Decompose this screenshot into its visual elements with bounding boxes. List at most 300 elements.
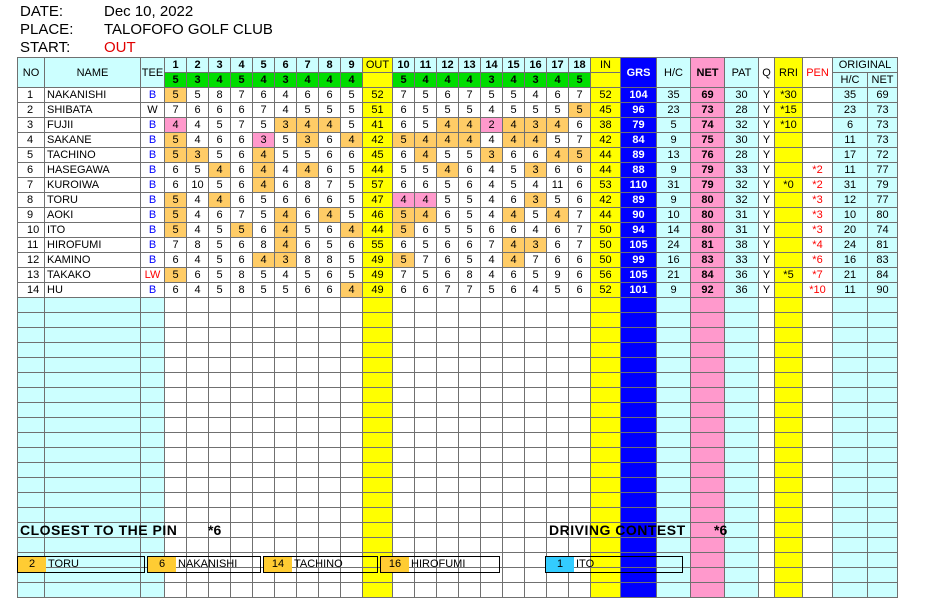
empty-cell <box>275 478 297 493</box>
hole-score: 4 <box>437 118 459 133</box>
hole-score: 5 <box>459 208 481 223</box>
empty-cell <box>459 373 481 388</box>
original-net: 74 <box>868 223 898 238</box>
empty-cell <box>569 418 591 433</box>
empty-cell <box>275 403 297 418</box>
col-header-pat: PAT <box>725 58 759 88</box>
original-hc: 21 <box>833 268 868 283</box>
hole-score: 4 <box>253 148 275 163</box>
closest-award <box>17 556 145 573</box>
penalty: *6 <box>803 253 833 268</box>
empty-cell <box>833 433 868 448</box>
empty-cell <box>503 298 525 313</box>
gross-score: 79 <box>621 118 657 133</box>
empty-cell <box>275 523 297 538</box>
empty-cell <box>187 448 209 463</box>
player-row <box>18 88 898 103</box>
gross-score: 89 <box>621 148 657 163</box>
col-header-hole-18: 18 <box>569 58 591 73</box>
empty-cell <box>209 508 231 523</box>
hole-score: 5 <box>253 208 275 223</box>
net-score: 74 <box>691 118 725 133</box>
empty-cell <box>319 373 341 388</box>
empty-cell <box>868 373 898 388</box>
hole-score: 7 <box>393 88 415 103</box>
empty-cell <box>415 358 437 373</box>
rri-value <box>775 238 803 253</box>
empty-cell <box>437 433 459 448</box>
empty-cell <box>253 373 275 388</box>
empty-cell <box>141 433 165 448</box>
place-value: TALOFOFO GOLF CLUB <box>104 21 273 38</box>
hole-score: 4 <box>481 178 503 193</box>
hole-score: 5 <box>415 118 437 133</box>
hole-score: 8 <box>187 238 209 253</box>
empty-cell <box>363 478 393 493</box>
empty-cell <box>547 373 569 388</box>
qualified: Y <box>759 223 775 238</box>
empty-cell <box>18 343 45 358</box>
empty-cell <box>393 523 415 538</box>
empty-cell <box>775 418 803 433</box>
empty-cell <box>231 463 253 478</box>
empty-cell <box>319 523 341 538</box>
empty-cell <box>803 373 833 388</box>
empty-cell <box>393 373 415 388</box>
par-cell: 3 <box>187 73 209 88</box>
hole-score: 7 <box>415 253 437 268</box>
rri-value: *30 <box>775 88 803 103</box>
in-total: 50 <box>591 223 621 238</box>
net-score: 69 <box>691 88 725 103</box>
hole-score: 6 <box>275 193 297 208</box>
col-header-orig-hc: H/C <box>833 73 868 88</box>
gross-score: 104 <box>621 88 657 103</box>
empty-cell <box>481 418 503 433</box>
hole-score: 7 <box>569 208 591 223</box>
hole-score: 6 <box>393 103 415 118</box>
empty-cell <box>547 298 569 313</box>
hole-score: 6 <box>319 88 341 103</box>
penalty <box>803 118 833 133</box>
hole-score: 4 <box>275 208 297 223</box>
empty-cell <box>165 298 187 313</box>
handicap: 9 <box>657 283 691 298</box>
empty-cell <box>341 433 363 448</box>
out-total: 47 <box>363 193 393 208</box>
empty-cell <box>481 493 503 508</box>
empty-cell <box>319 403 341 418</box>
empty-cell <box>691 388 725 403</box>
putts: 33 <box>725 163 759 178</box>
empty-cell <box>231 448 253 463</box>
hole-score: 6 <box>393 283 415 298</box>
player-row <box>18 118 898 133</box>
net-score: 76 <box>691 148 725 163</box>
empty-cell <box>621 448 657 463</box>
empty-cell <box>691 418 725 433</box>
empty-cell <box>363 358 393 373</box>
hole-score: 5 <box>481 88 503 103</box>
empty-cell <box>415 343 437 358</box>
empty-cell <box>363 388 393 403</box>
player-tee: B <box>141 148 165 163</box>
hole-score: 5 <box>341 193 363 208</box>
hole-score: 4 <box>187 253 209 268</box>
empty-cell <box>525 373 547 388</box>
empty-cell <box>297 583 319 598</box>
hole-score: 6 <box>319 223 341 238</box>
putts: 38 <box>725 238 759 253</box>
empty-cell <box>253 508 275 523</box>
col-header-hole-12: 12 <box>437 58 459 73</box>
hole-score: 5 <box>209 223 231 238</box>
award-hole: 16 <box>381 557 409 572</box>
empty-cell <box>691 313 725 328</box>
hole-score: 8 <box>297 253 319 268</box>
empty-cell <box>569 583 591 598</box>
hole-score: 5 <box>297 148 319 163</box>
hole-score: 3 <box>525 193 547 208</box>
empty-cell <box>569 388 591 403</box>
hole-score: 6 <box>165 283 187 298</box>
empty-cell <box>165 388 187 403</box>
empty-cell <box>657 313 691 328</box>
empty-cell <box>209 478 231 493</box>
hole-score: 4 <box>341 283 363 298</box>
empty-cell <box>503 568 525 583</box>
hole-score: 4 <box>481 193 503 208</box>
hole-score: 6 <box>209 103 231 118</box>
empty-cell <box>187 388 209 403</box>
empty-cell <box>363 583 393 598</box>
empty-cell <box>165 403 187 418</box>
driving-contest-count: *6 <box>714 522 728 538</box>
empty-cell <box>569 343 591 358</box>
empty-cell <box>525 493 547 508</box>
hole-score: 6 <box>341 238 363 253</box>
player-tee: B <box>141 283 165 298</box>
original-hc: 20 <box>833 223 868 238</box>
rri-value <box>775 223 803 238</box>
empty-cell <box>569 298 591 313</box>
hole-score: 6 <box>297 208 319 223</box>
player-tee: B <box>141 118 165 133</box>
empty-cell <box>657 328 691 343</box>
empty-cell <box>45 358 141 373</box>
hole-score: 5 <box>437 193 459 208</box>
col-header-hole-11: 11 <box>415 58 437 73</box>
empty-cell <box>231 328 253 343</box>
hole-score: 6 <box>393 148 415 163</box>
in-total: 52 <box>591 88 621 103</box>
empty-cell <box>165 508 187 523</box>
handicap: 16 <box>657 253 691 268</box>
player-name: TACHINO <box>45 148 141 163</box>
empty-cell <box>187 493 209 508</box>
handicap: 14 <box>657 223 691 238</box>
empty-cell <box>775 478 803 493</box>
hole-score: 5 <box>503 163 525 178</box>
hole-score: 7 <box>165 238 187 253</box>
out-total: 49 <box>363 268 393 283</box>
hole-score: 6 <box>297 88 319 103</box>
hole-score: 5 <box>525 268 547 283</box>
col-header-name: NAME <box>45 58 141 88</box>
hole-score: 4 <box>253 163 275 178</box>
empty-cell <box>591 328 621 343</box>
empty-cell <box>459 328 481 343</box>
empty-cell <box>868 298 898 313</box>
empty-cell <box>209 433 231 448</box>
empty-cell <box>18 418 45 433</box>
rri-value <box>775 148 803 163</box>
empty-cell <box>187 463 209 478</box>
empty-cell <box>525 418 547 433</box>
original-hc: 11 <box>833 133 868 148</box>
original-net: 77 <box>868 163 898 178</box>
empty-cell <box>775 343 803 358</box>
empty-cell <box>725 433 759 448</box>
empty-cell <box>415 373 437 388</box>
hole-score: 7 <box>481 238 503 253</box>
hole-score: 5 <box>393 133 415 148</box>
empty-cell <box>45 463 141 478</box>
empty-cell <box>481 523 503 538</box>
empty-cell <box>415 463 437 478</box>
hole-score: 5 <box>393 223 415 238</box>
empty-cell <box>459 583 481 598</box>
empty-cell <box>45 343 141 358</box>
empty-cell <box>437 448 459 463</box>
empty-cell <box>341 358 363 373</box>
empty-cell <box>393 298 415 313</box>
driving-contest-label: DRIVING CONTEST <box>549 522 686 538</box>
empty-cell <box>503 343 525 358</box>
empty-cell <box>803 328 833 343</box>
empty-cell <box>481 298 503 313</box>
empty-cell <box>621 433 657 448</box>
hole-score: 4 <box>547 118 569 133</box>
empty-row <box>18 313 898 328</box>
par-cell: 5 <box>393 73 415 88</box>
original-hc: 35 <box>833 88 868 103</box>
col-header-hole-9: 9 <box>341 58 363 73</box>
empty-cell <box>297 493 319 508</box>
net-score: 80 <box>691 193 725 208</box>
empty-cell <box>725 298 759 313</box>
col-header-hole-3: 3 <box>209 58 231 73</box>
empty-cell <box>725 373 759 388</box>
hole-score: 6 <box>187 268 209 283</box>
empty-cell <box>415 523 437 538</box>
gross-score: 94 <box>621 223 657 238</box>
empty-cell <box>275 433 297 448</box>
empty-cell <box>341 583 363 598</box>
empty-row <box>18 508 898 523</box>
net-score: 79 <box>691 163 725 178</box>
empty-cell <box>141 478 165 493</box>
col-header-hole-17: 17 <box>547 58 569 73</box>
driving-award <box>545 556 683 573</box>
hole-score: 5 <box>437 178 459 193</box>
qualified: Y <box>759 268 775 283</box>
col-header-hole-5: 5 <box>253 58 275 73</box>
empty-cell <box>437 583 459 598</box>
player-name: KAMINO <box>45 253 141 268</box>
empty-cell <box>393 538 415 553</box>
empty-cell <box>691 433 725 448</box>
qualified: Y <box>759 148 775 163</box>
empty-cell <box>803 478 833 493</box>
empty-cell <box>569 373 591 388</box>
empty-cell <box>187 298 209 313</box>
hole-score: 5 <box>275 133 297 148</box>
hole-score: 7 <box>319 178 341 193</box>
empty-cell <box>45 403 141 418</box>
empty-row <box>18 448 898 463</box>
empty-cell <box>481 313 503 328</box>
empty-cell <box>231 478 253 493</box>
putts: 31 <box>725 208 759 223</box>
hole-score: 6 <box>231 253 253 268</box>
empty-cell <box>459 403 481 418</box>
empty-cell <box>691 448 725 463</box>
empty-row <box>18 418 898 433</box>
empty-cell <box>45 373 141 388</box>
empty-cell <box>209 583 231 598</box>
hole-score: 6 <box>231 163 253 178</box>
empty-cell <box>803 343 833 358</box>
original-net: 73 <box>868 103 898 118</box>
hole-score: 5 <box>253 193 275 208</box>
hole-score: 4 <box>319 118 341 133</box>
player-name: TORU <box>45 193 141 208</box>
original-net: 79 <box>868 178 898 193</box>
empty-cell <box>18 478 45 493</box>
empty-cell <box>525 508 547 523</box>
original-hc: 10 <box>833 208 868 223</box>
empty-cell <box>591 508 621 523</box>
empty-row <box>18 403 898 418</box>
player-no: 11 <box>18 238 45 253</box>
col-header-hole-16: 16 <box>525 58 547 73</box>
gross-score: 99 <box>621 253 657 268</box>
empty-cell <box>231 403 253 418</box>
empty-cell <box>231 418 253 433</box>
player-no: 6 <box>18 163 45 178</box>
empty-cell <box>481 358 503 373</box>
empty-cell <box>209 448 231 463</box>
empty-cell <box>253 478 275 493</box>
empty-cell <box>803 508 833 523</box>
original-hc: 6 <box>833 118 868 133</box>
empty-cell <box>481 403 503 418</box>
col-header-net: NET <box>691 58 725 88</box>
empty-cell <box>253 403 275 418</box>
out-total: 57 <box>363 178 393 193</box>
hole-score: 2 <box>481 118 503 133</box>
empty-cell <box>759 463 775 478</box>
scorecard-table <box>17 57 898 598</box>
original-net: 73 <box>868 118 898 133</box>
gross-score: 105 <box>621 268 657 283</box>
qualified: Y <box>759 283 775 298</box>
hole-score: 5 <box>297 103 319 118</box>
hole-score: 6 <box>525 148 547 163</box>
player-no: 10 <box>18 223 45 238</box>
empty-cell <box>459 478 481 493</box>
hole-score: 4 <box>275 103 297 118</box>
hole-score: 7 <box>437 283 459 298</box>
gross-score: 96 <box>621 103 657 118</box>
hole-score: 4 <box>187 133 209 148</box>
player-no: 14 <box>18 283 45 298</box>
empty-cell <box>503 448 525 463</box>
hole-score: 6 <box>231 133 253 148</box>
empty-cell <box>253 523 275 538</box>
empty-cell <box>141 358 165 373</box>
hole-score: 5 <box>525 103 547 118</box>
hole-score: 4 <box>481 208 503 223</box>
empty-cell <box>725 568 759 583</box>
empty-cell <box>165 493 187 508</box>
hole-score: 4 <box>525 283 547 298</box>
empty-cell <box>231 298 253 313</box>
empty-cell <box>297 358 319 373</box>
closest-award <box>380 556 500 573</box>
empty-cell <box>45 313 141 328</box>
col-header-hole-13: 13 <box>459 58 481 73</box>
empty-cell <box>481 463 503 478</box>
hole-score: 6 <box>547 253 569 268</box>
hole-score: 4 <box>525 133 547 148</box>
empty-cell <box>621 493 657 508</box>
hole-score: 6 <box>319 283 341 298</box>
empty-cell <box>253 448 275 463</box>
empty-cell <box>803 493 833 508</box>
player-row <box>18 208 898 223</box>
empty-cell <box>253 358 275 373</box>
par-cell: 5 <box>231 73 253 88</box>
empty-cell <box>393 433 415 448</box>
empty-cell <box>341 298 363 313</box>
player-tee: B <box>141 208 165 223</box>
empty-cell <box>415 583 437 598</box>
empty-cell <box>691 568 725 583</box>
empty-cell <box>525 328 547 343</box>
empty-cell <box>18 433 45 448</box>
empty-cell <box>775 388 803 403</box>
empty-cell <box>481 538 503 553</box>
player-no: 12 <box>18 253 45 268</box>
hole-score: 7 <box>231 208 253 223</box>
empty-cell <box>393 418 415 433</box>
par-cell: 4 <box>437 73 459 88</box>
in-total: 44 <box>591 208 621 223</box>
empty-cell <box>393 388 415 403</box>
hole-score: 4 <box>415 148 437 163</box>
empty-cell <box>209 388 231 403</box>
empty-cell <box>759 523 775 538</box>
empty-cell <box>275 298 297 313</box>
hole-score: 4 <box>459 133 481 148</box>
hole-score: 7 <box>253 103 275 118</box>
hole-score: 5 <box>547 103 569 118</box>
empty-cell <box>45 298 141 313</box>
hole-score: 4 <box>187 223 209 238</box>
hole-score: 6 <box>319 193 341 208</box>
